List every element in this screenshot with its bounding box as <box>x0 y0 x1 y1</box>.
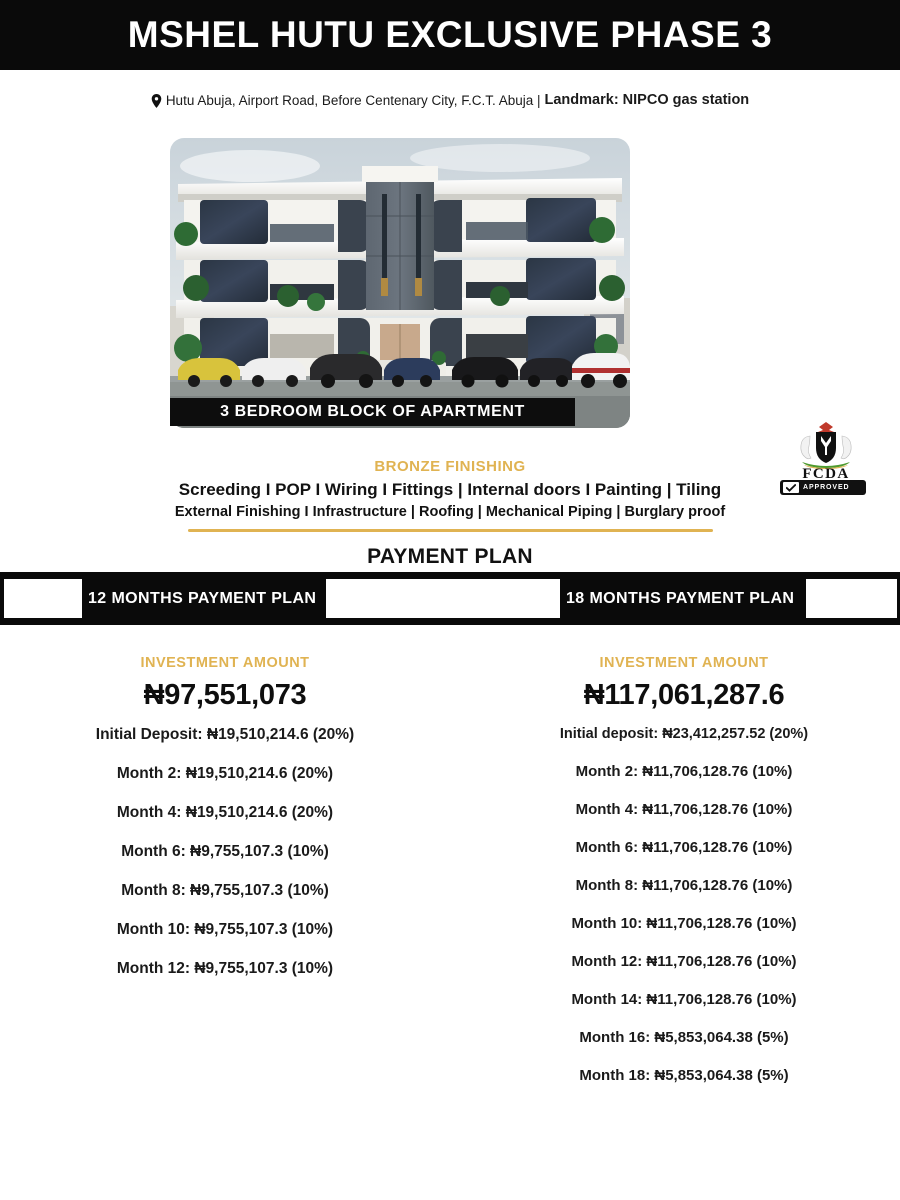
investment-label-12: INVESTMENT AMOUNT <box>140 655 310 671</box>
photo-caption-text: 3 BEDROOM BLOCK OF APARTMENT <box>220 403 525 420</box>
investment-amount-18: ₦117,061,287.6 <box>583 679 785 711</box>
tab-bar-notch-right <box>806 579 897 618</box>
schedule-item: Month 6: ₦11,706,128.76 (10%) <box>575 839 793 856</box>
schedule-item: Month 12: ₦11,706,128.76 (10%) <box>571 953 797 970</box>
schedule-item: Month 6: ₦9,755,107.3 (10%) <box>121 843 329 860</box>
landmark-text: Landmark: NIPCO gas station <box>544 92 750 108</box>
investment-amount-12: ₦97,551,073 <box>143 679 307 711</box>
map-pin-icon <box>151 94 162 108</box>
plan-column-12-months <box>0 655 450 1105</box>
schedule-item: Month 4: ₦11,706,128.76 (10%) <box>575 801 793 818</box>
finishing-tier-label: BRONZE FINISHING <box>374 458 526 475</box>
schedule-item: Month 14: ₦11,706,128.76 (10%) <box>571 991 797 1008</box>
plan-column-18-months <box>450 655 900 1105</box>
schedule-list-12 <box>0 726 450 978</box>
gold-divider <box>188 529 713 532</box>
payment-plan-tab-bar <box>0 572 900 625</box>
schedule-item: Initial Deposit: ₦19,510,214.6 (20%) <box>95 726 355 743</box>
tab-12-months[interactable]: 12 MONTHS PAYMENT PLAN <box>88 589 317 607</box>
building-photo <box>170 138 630 428</box>
photo-caption-bar <box>170 398 575 426</box>
schedule-item: Month 2: ₦11,706,128.76 (10%) <box>575 763 793 780</box>
schedule-item: Month 8: ₦9,755,107.3 (10%) <box>121 882 329 899</box>
location-line <box>0 92 900 108</box>
schedule-item: Month 18: ₦5,853,064.38 (5%) <box>579 1067 789 1084</box>
schedule-list-18 <box>468 726 900 1084</box>
svg-text:FCDA: FCDA <box>802 466 850 480</box>
approved-label: APPROVED <box>803 484 850 491</box>
finishing-features-line-1: Screeding I POP I Wiring I Fittings | Internal doors I Painting | Tiling <box>178 480 722 499</box>
finishing-features-line-2: External Finishing I Infrastructure | Roofing | Mechanical Piping | Burglary proof <box>174 504 726 520</box>
schedule-item: Month 4: ₦19,510,214.6 (20%) <box>116 804 334 821</box>
schedule-item: Initial deposit: ₦23,412,257.52 (20%) <box>559 726 809 742</box>
tab-bar-notch-left <box>4 579 82 618</box>
schedule-item: Month 2: ₦19,510,214.6 (20%) <box>116 765 334 782</box>
page-title: MSHEL HUTU EXCLUSIVE PHASE 3 <box>127 14 773 55</box>
tab-bar-notch-middle <box>326 579 560 618</box>
schedule-item: Month 12: ₦9,755,107.3 (10%) <box>116 960 334 977</box>
address-text: Hutu Abuja, Airport Road, Before Centenary City, F.C.T. Abuja | <box>165 92 541 108</box>
header-band <box>0 0 900 70</box>
schedule-item: Month 10: ₦11,706,128.76 (10%) <box>571 915 797 932</box>
tab-18-months[interactable]: 18 MONTHS PAYMENT PLAN <box>566 589 795 607</box>
schedule-item: Month 10: ₦9,755,107.3 (10%) <box>116 921 334 938</box>
payment-plan-title: PAYMENT PLAN <box>367 545 533 568</box>
finishing-section <box>0 458 900 532</box>
investment-label-18: INVESTMENT AMOUNT <box>599 655 769 671</box>
schedule-item: Month 16: ₦5,853,064.38 (5%) <box>579 1029 789 1046</box>
schedule-item: Month 8: ₦11,706,128.76 (10%) <box>575 877 793 894</box>
payment-plan-columns <box>0 655 900 1105</box>
